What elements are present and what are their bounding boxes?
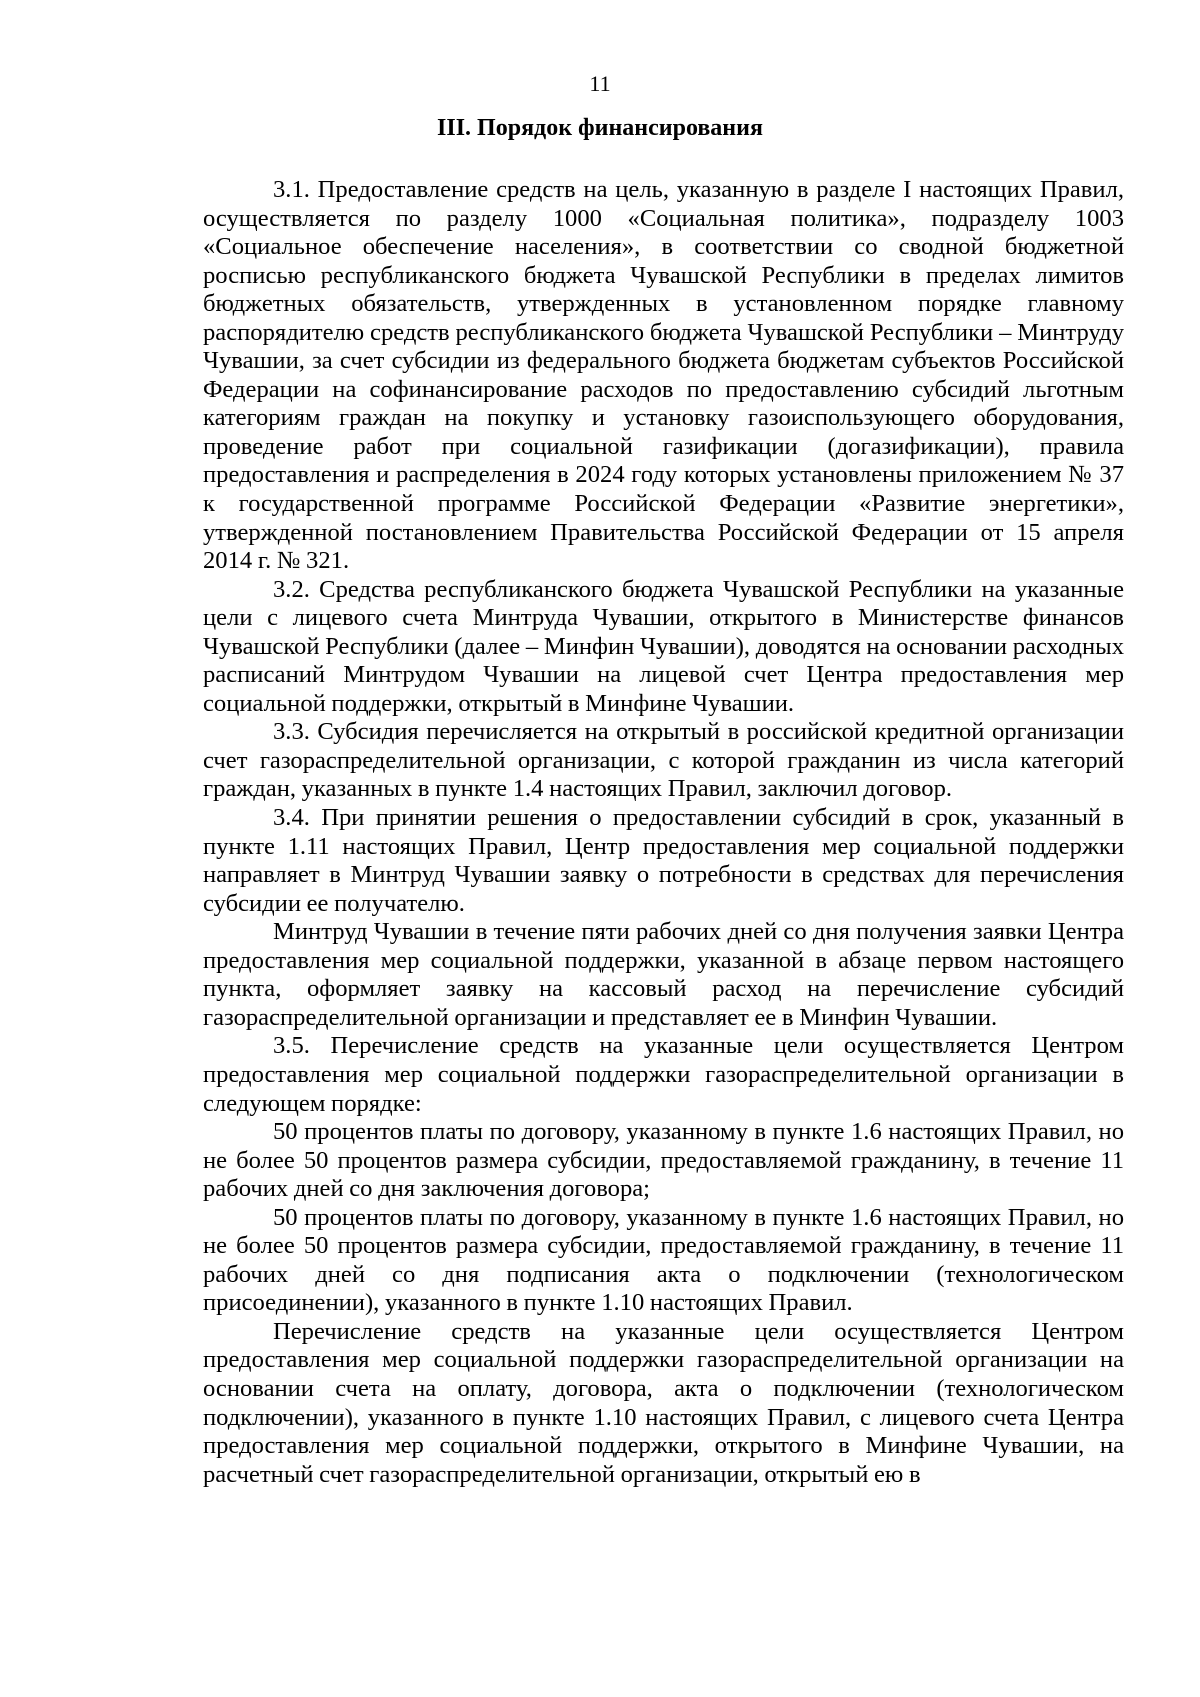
paragraph-3-1: 3.1. Предоставление средств на цель, указанную в разделе I настоящих Правил, осуществляется по разделу 1000 «Социальная политика», подразделу 1003 «Социальное обеспечение населения», в соответствии со сводной бюджетной росписью республиканского бюджета Чувашской Республики в пределах лимитов бюджетных обязательств, утвержденных в установленном порядке главному распорядителю средств республиканского бюджета Чувашской Республики – Минтруду Чувашии, за счет субсидии из федерального бюджета бюджетам субъектов Российской Федерации на софинансирование расходов по предоставлению субсидий льготным категориям граждан на покупку и установку газоиспользующего оборудования, проведение работ при социальной газификации (догазификации), правила предоставления и распределения в 2024 году которых установлены приложением № 37 к государственной программе Российской Федерации «Развитие энергетики», утвержденной постановлением Правительства Российской Федерации от 15 апреля 2014 г. № 321. <box>203 176 1124 575</box>
paragraph-3-4-continued: Минтруд Чувашии в течение пяти рабочих дней со дня получения заявки Центра предоставления мер социальной поддержки, указанной в абзаце первом настоящего пункта, оформляет заявку на кассовый расход на перечисление субсидий газораспределительной организации и представляет ее в Минфин Чувашии. <box>203 918 1124 1031</box>
body-text <box>203 176 1124 1489</box>
section-title: III. Порядок финансирования <box>437 115 763 141</box>
paragraph-3-5: 3.5. Перечисление средств на указанные цели осуществляется Центром предоставления мер социальной поддержки газораспределительной организации в следующем порядке: <box>203 1032 1124 1117</box>
paragraph-3-5-second-payment: 50 процентов платы по договору, указанному в пункте 1.6 настоящих Правил, но не более 50 процентов размера субсидии, предоставляемой гражданину, в течение 11 рабочих дней со дня подписания акта о подключении (технологическом присоединении), указанного в пункте 1.10 настоящих Правил. <box>203 1203 1124 1317</box>
paragraph-3-4: 3.4. При принятии решения о предоставлении субсидий в срок, указанный в пункте 1.11 настоящих Правил, Центр предоставления мер социальной поддержки направляет в Минтруд Чувашии заявку о потребности в средствах для перечисления субсидии ее получателю. <box>203 804 1124 917</box>
page-number: 11 <box>589 71 611 96</box>
paragraph-3-5-first-payment: 50 процентов платы по договору, указанному в пункте 1.6 настоящих Правил, но не более 50 процентов размера субсидии, предоставляемой гражданину, в течение 11 рабочих дней со дня заключения договора; <box>203 1118 1124 1203</box>
paragraph-3-3: 3.3. Субсидия перечисляется на открытый в российской кредитной организации счет газораспределительной организации, с которой гражданин из числа категорий граждан, указанных в пункте 1.4 настоящих Правил, заключил договор. <box>203 718 1124 803</box>
paragraph-3-5-transfer-basis: Перечисление средств на указанные цели осуществляется Центром предоставления мер социальной поддержки газораспределительной организации на основании счета на оплату, договора, акта о подключении (технологическом подключении), указанного в пункте 1.10 настоящих Правил, с лицевого счета Центра предоставления мер социальной поддержки, открытого в Минфине Чувашии, на расчетный счет газораспределительной организации, открытый ею в <box>203 1317 1124 1488</box>
paragraph-3-2: 3.2. Средства республиканского бюджета Чувашской Республики на указанные цели с лицевого счета Минтруда Чувашии, открытого в Министерстве финансов Чувашской Республики (далее – Минфин Чувашии), доводятся на основании расходных расписаний Минтрудом Чувашии на лицевой счет Центра предоставления мер социальной поддержки, открытый в Минфине Чувашии. <box>203 575 1124 717</box>
